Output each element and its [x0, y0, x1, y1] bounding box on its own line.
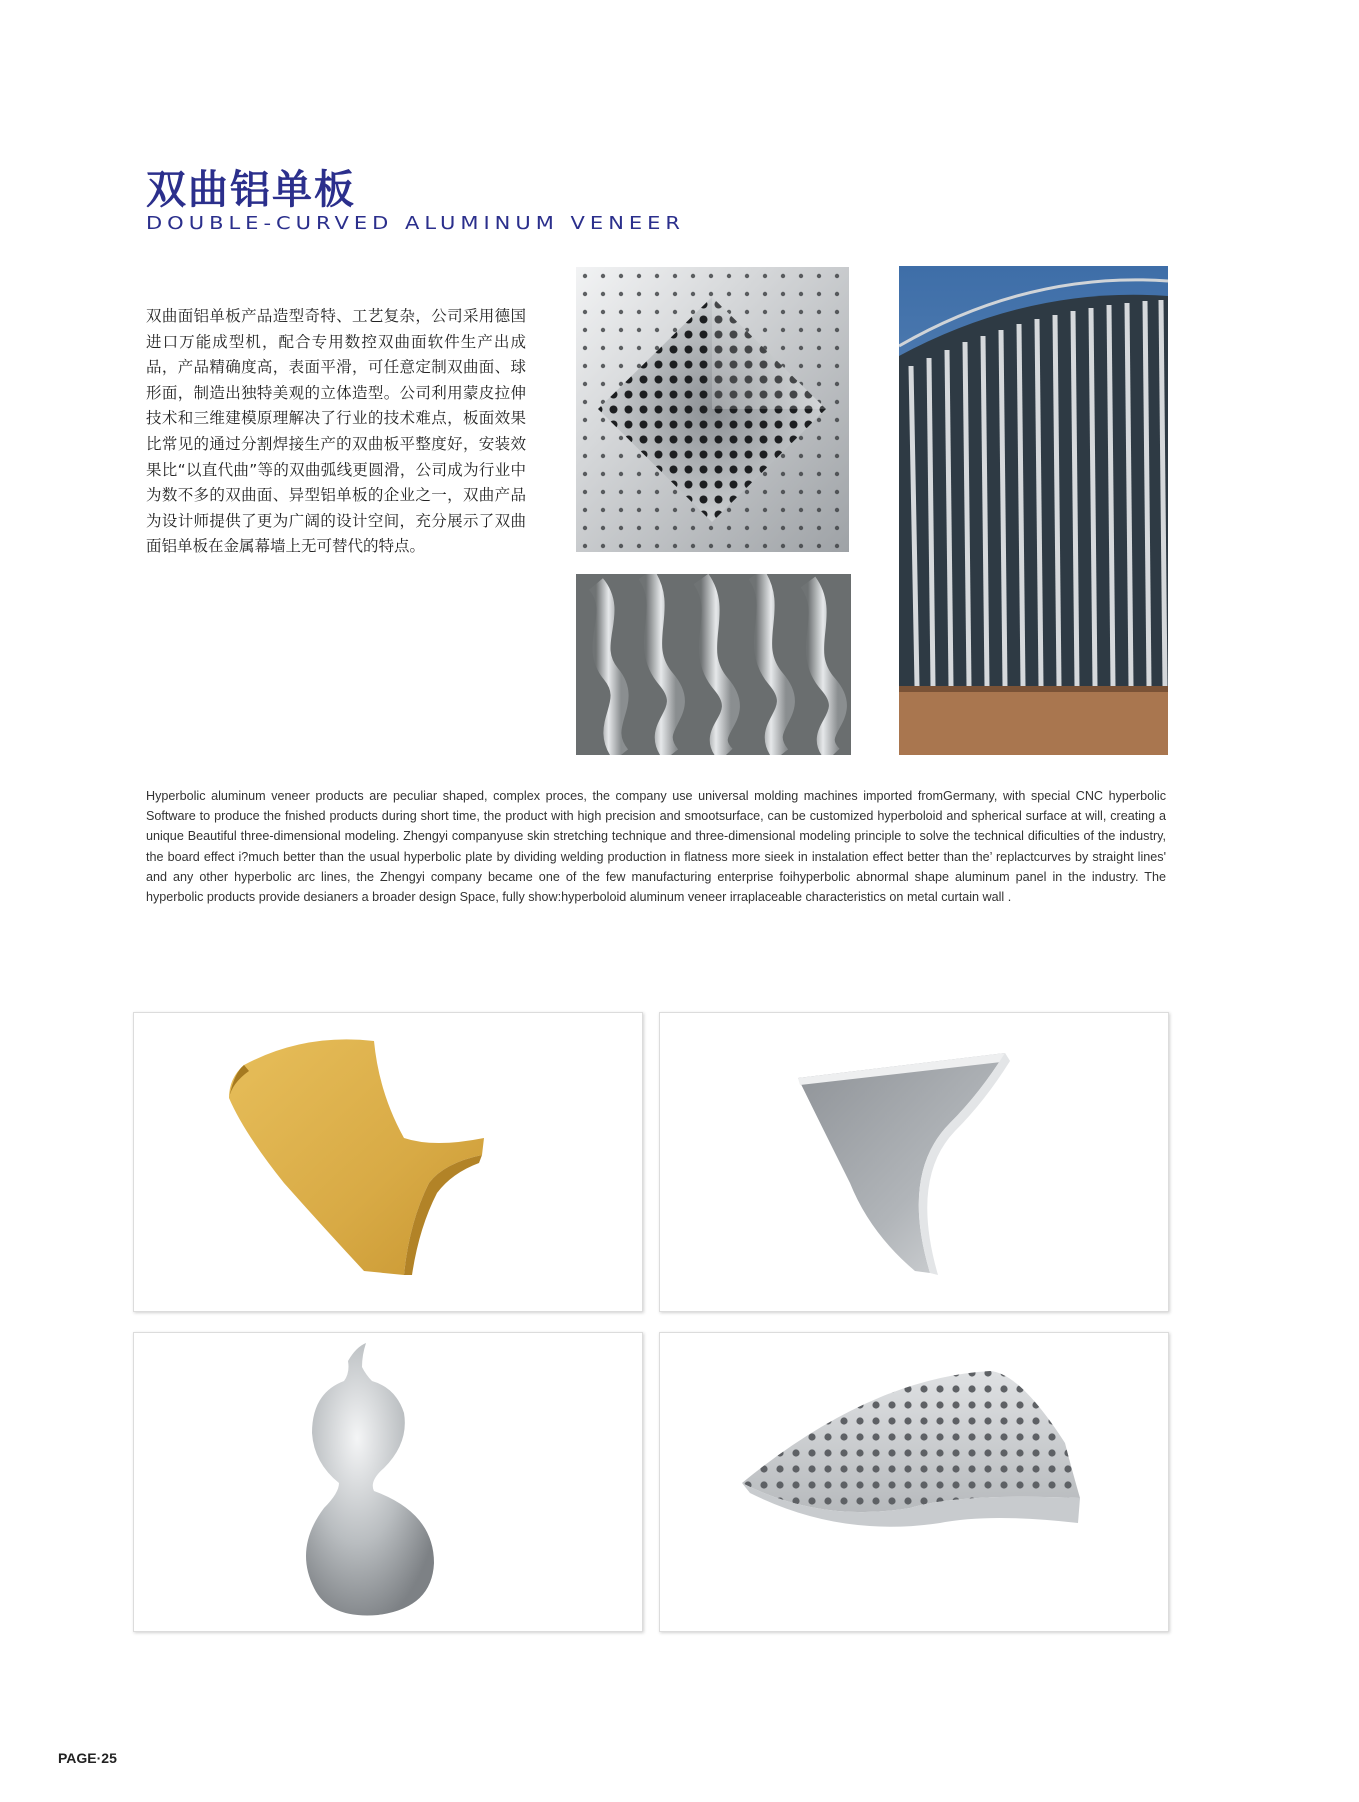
gold-curved-panel-card — [133, 1012, 643, 1312]
twisted-aluminum-strips-photo — [576, 574, 851, 755]
silver-twisted-panel-card — [659, 1012, 1169, 1312]
page-title-cn: 双曲铝单板 — [146, 167, 356, 213]
page-title-en: DOUBLE-CURVED ALUMINUM VENEER — [146, 213, 686, 234]
building-facade-photo — [899, 266, 1168, 755]
perforated-diamond-panel-photo — [576, 267, 849, 552]
english-description: Hyperbolic aluminum veneer products are peculiar shaped, complex proces, the company use universal molding machines imported fromGermany, with special CNC hyperbolic Software to produce the fnished products during short time, the product with high precision and smootsurface, can be customized hyperboloid and spherical surface at will, creating a unique Beautiful three-dimensional modeling. Zhengyi companyuse skin stretching technique and three-dimensional modeling principle to solve the technical dificulties of the industry, the board effect i?much better than the usual hyperbolic plate by dividing welding production in flatness more sieek in instalation effect better than the’ replactcurves by straight lines' and any other hyperbolic arc lines, the Zhengyi company became one of the few manufacturing enterprise foihyperbolic abnormal shape aluminum panel in the industry. The hyperbolic products provide desianers a broader design Space, fully show:hyperboloid aluminum veneer irraplaceable characteristics on metal curtain wall . — [146, 789, 1166, 905]
chinese-description: 双曲面铝单板产品造型奇特、工艺复杂，公司采用德国进口万能成型机，配合专用数控双曲面软件生产出成品，产品精确度高，表面平滑，可任意定制双曲面、球形面，制造出独特美观的立体造型。公司利用蒙皮拉伸技术和三维建模原理解决了行业的技术难点，板面效果比常见的通过分割焊接生产的双曲板平整度好，安装效果比“以直代曲”等的双曲弧线更圆滑，公司成为行业中为数不多的双曲面、异型铝单板的企业之一，双曲产品为设计师提供了更为广阔的设计空间，充分展示了双曲面铝单板在金属幕墙上无可替代的特点。 — [146, 307, 526, 556]
aluminum-gourd-card — [133, 1332, 643, 1632]
perforated-curved-panel-card — [659, 1332, 1169, 1632]
page-number: PAGE·25 — [58, 1750, 117, 1766]
